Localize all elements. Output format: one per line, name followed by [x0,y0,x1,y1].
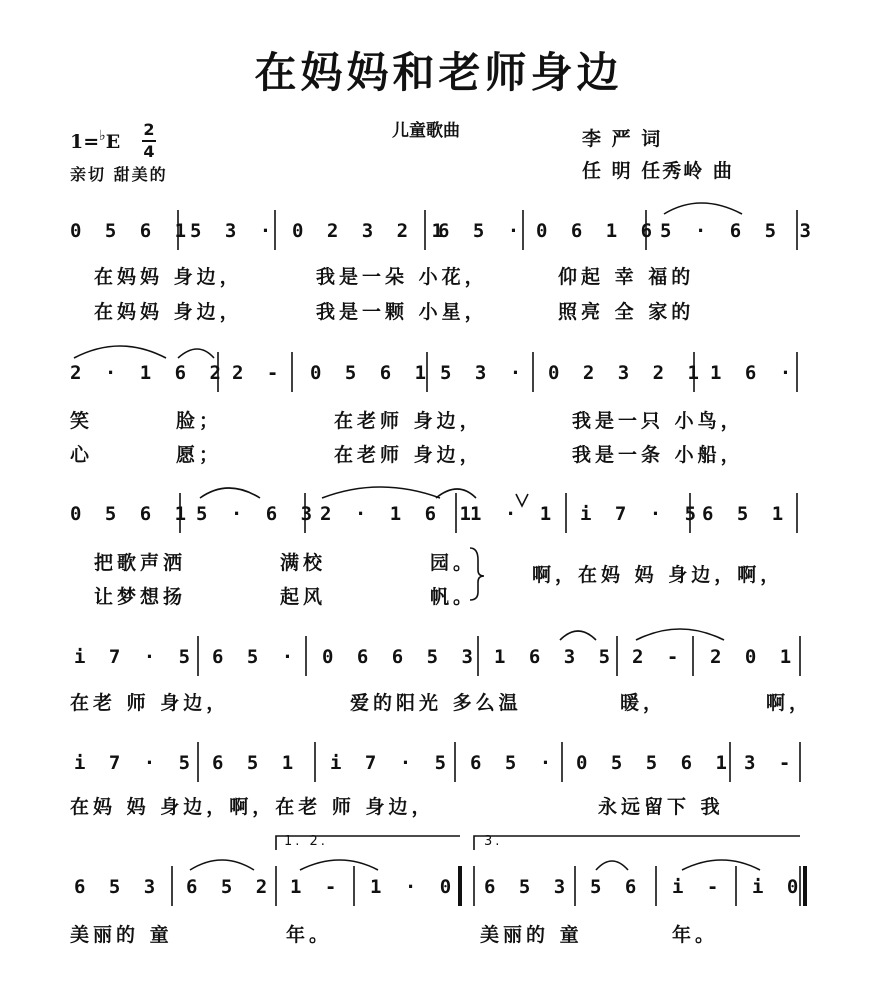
lyric-verse2: 在老师 身边， [334,444,483,466]
flat-sign: ♭ [99,128,106,144]
lyric-verse2: 照亮 全 家的 [558,301,695,323]
measure: 0 6 1 6 [536,220,659,242]
time-top: 2 [143,120,155,139]
lyric-verse1: 笑 [70,410,94,432]
measure: 2 0 1 [710,646,798,668]
measure: 5 · 6 5 3 [660,220,817,242]
lyric-verse1: 美丽的 童 [70,924,173,946]
lyric-refrain: 啊，在妈 妈 身边，啊， [532,564,784,586]
measure: i 7 · 5 [74,646,197,668]
measure: 5 6 [590,876,643,898]
lyric-verse2: 我是一条 小船， [572,444,744,466]
measure: 2 - [632,646,685,668]
lyric-verse2: 帆。 [430,586,477,608]
measure: i 7 · 5 [330,752,453,774]
measure: 0 6 6 5 3 [322,646,479,668]
lyric-verse1: 永远留下 我 [598,796,724,818]
measure: 6 5 · [438,220,526,242]
lyric-verse1: 园。 [430,552,477,574]
lyric-verse1: 爱的阳光 多么温 [350,692,522,714]
lyric-verse1: 在妈妈 身边， [94,266,243,288]
measure: i 0 [752,876,805,898]
lyric-verse1: 在老师 身边， [334,410,483,432]
measure: 5 3 · [440,362,528,384]
lyricist-credit: 李 严 词 [582,128,663,150]
measure: 6 5 1 [702,503,790,525]
measure: 0 2 3 2 1 [548,362,705,384]
measure: i - [672,876,725,898]
measure: 3 - [744,752,797,774]
lyric-verse2: 我是一颗 小星， [316,301,488,323]
lyric-verse1: 啊， [766,692,813,714]
lyric-verse1: 在妈 妈 身边，啊，在老 师 身边， [70,796,435,818]
measure: 1 6 · [710,362,798,384]
measure: 2 · 1 6 1 [320,503,477,525]
measure: 2 - [232,362,285,384]
measure: 6 5 · [470,752,558,774]
key-prefix: 1= [70,131,100,153]
lyric-verse2: 愿； [176,444,223,466]
lyric-verse1: 满校 [280,552,327,574]
time-bottom: 4 [143,142,155,161]
lyric-verse1: 暖， [620,692,667,714]
lyric-verse1: 脸； [176,410,223,432]
lyric-verse2: 让梦想扬 [94,586,187,608]
measure: i 7 · 5 [580,503,703,525]
volta-1-2: 1. 2. [284,834,328,849]
measure: 0 2 3 2 1 [292,220,449,242]
measure: 1 · 1 [470,503,558,525]
measure: 0 5 6 1 [310,362,433,384]
measure: 6 5 3 [484,876,572,898]
measure: 6 5 1 [212,752,300,774]
lyric-verse1: 把歌声洒 [94,552,187,574]
measure: 6 5 · [212,646,300,668]
lyric-verse2: 心 [70,444,94,466]
measure: 0 5 5 6 1 [576,752,733,774]
lyric-verse1: 我是一朵 小花， [316,266,488,288]
measure: 5 3 · [190,220,278,242]
measure: 0 5 6 1 [70,220,193,242]
measure: 2 · 1 6 2 [70,362,227,384]
volta-3: 3. [484,834,503,849]
measure: 0 5 6 1 [70,503,193,525]
measure: 1 - [290,876,343,898]
measure: i 7 · 5 [74,752,197,774]
genre-label: 儿童歌曲 [392,121,460,141]
measure: 6 5 2 [186,876,274,898]
lyric-verse1: 我是一只 小鸟， [572,410,744,432]
tempo-marking: 亲切 甜美的 [70,165,168,184]
lyric-verse1: 在老 师 身边， [70,692,230,714]
composer-credit: 任 明 任秀岭 曲 [582,160,734,182]
lyric-verse1: 美丽的 童 [480,924,583,946]
lyric-verse2: 在妈妈 身边， [94,301,243,323]
lyric-verse1: 年。 [286,924,333,946]
measure: 1 · 0 [370,876,458,898]
measure: 6 5 3 [74,876,162,898]
lyric-verse1: 仰起 幸 福的 [558,266,695,288]
lyric-verse1: 年。 [672,924,719,946]
key-note: E [105,131,121,153]
measure: 5 · 6 3 [196,503,319,525]
lyric-verse2: 起风 [280,586,327,608]
song-title: 在妈妈和老师身边 [254,48,623,97]
measure: 1 6 3 5 [494,646,617,668]
